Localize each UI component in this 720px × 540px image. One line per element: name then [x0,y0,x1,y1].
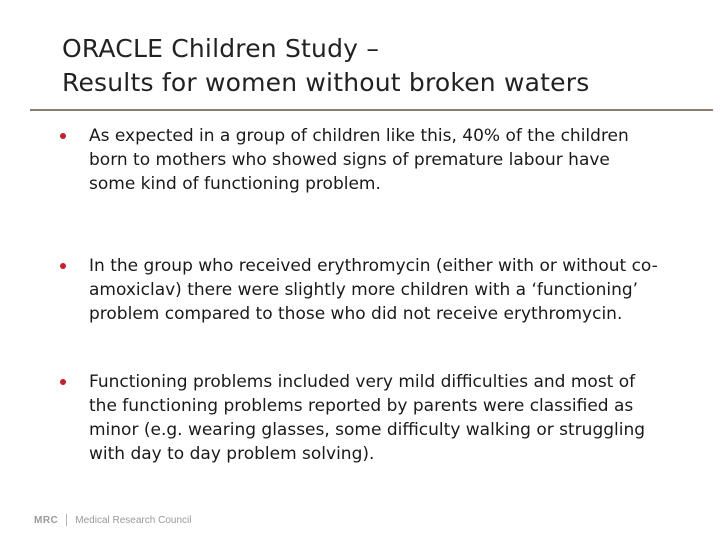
logo-divider [66,514,67,526]
slide-title-line-2: Results for women without broken waters [62,68,590,97]
bullet-text: Functioning problems included very mild difficulties and most of the functioning problems reported by parents were classified as minor (e.g. wearing glasses, some difficulty walking or struggling with day to day problem solving). [89,372,646,464]
mrc-logo [34,511,191,529]
slide-title [62,32,702,100]
logo-abbrev: MRC [34,514,59,526]
bullet-item [60,124,660,196]
slide-title-line-1: ORACLE Children Study – [62,34,380,63]
bullet-text: In the group who received erythromycin (either with or without co-amoxiclav) there were slightly more children with a ‘functioning’ problem compared to those who did not receive erythromycin. [89,256,658,324]
bullet-item [60,254,660,326]
bullet-dot-icon [60,379,66,385]
bullet-dot-icon [60,133,66,139]
logo-name: Medical Research Council [75,514,192,526]
bullet-text: As expected in a group of children like this, 40% of the children born to mothers who showed signs of premature labour have some kind of functioning problem. [89,126,629,194]
bullet-item [60,370,660,466]
bullet-dot-icon [60,263,66,269]
title-divider [30,109,713,111]
